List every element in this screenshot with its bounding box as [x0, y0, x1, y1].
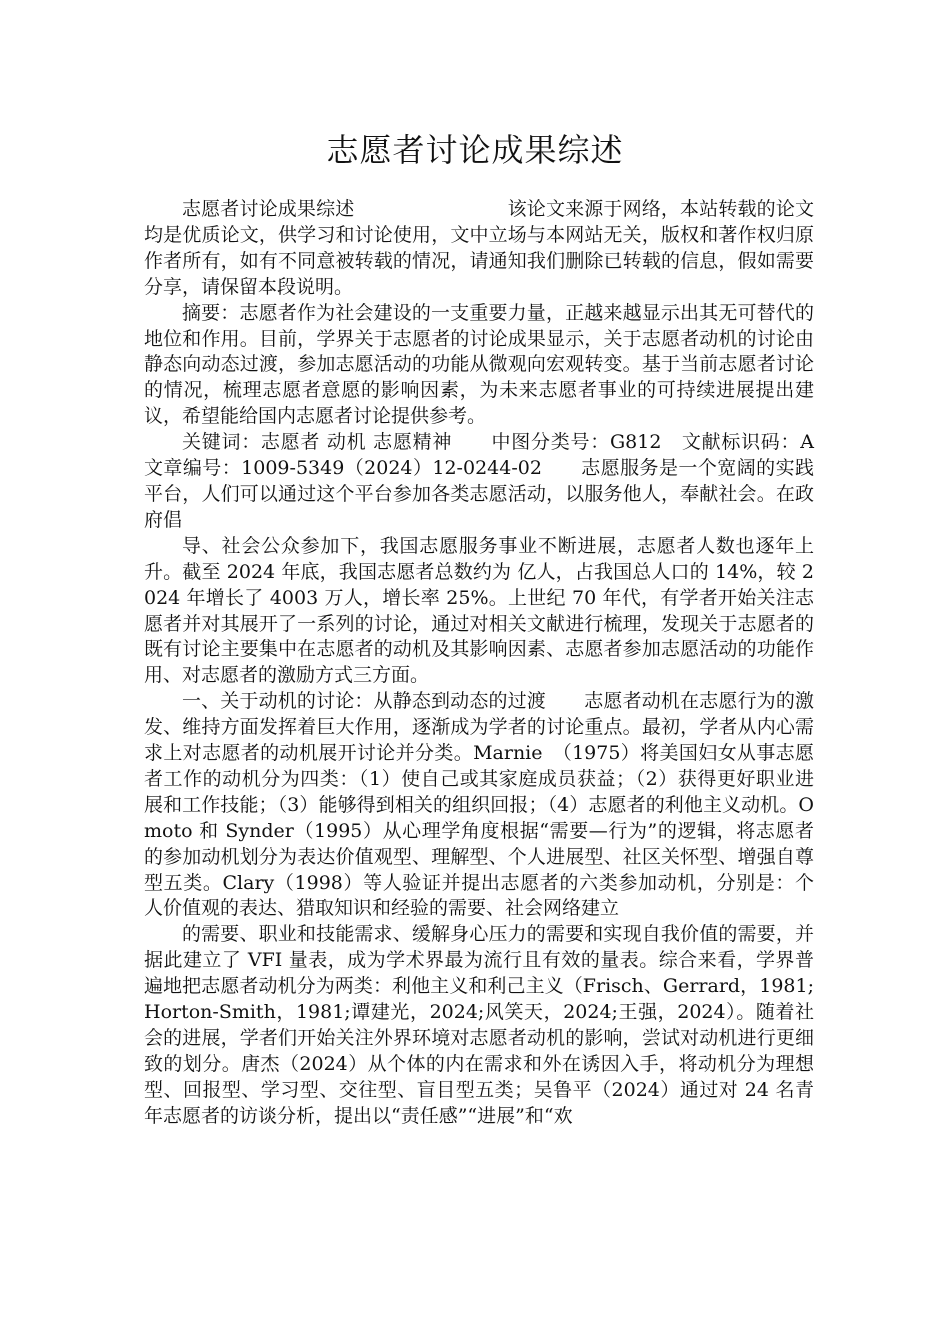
paragraph-introduction: 导、社会公众参加下，我国志愿服务事业不断进展，志愿者人数也逐年上升。截至 2024 年底，我国志愿者总数约为 亿人，占我国总人口的 14%，较 2024 年增长了 4003 万人，增长率 25%。上世纪 70 年代，有学者开始关注志愿者并对其展开了一系列的讨论，通过对相关文献进行梳理，发现关于志愿者的既有讨论主要集中在志愿者的动机及其影响因素、志愿者参加志愿活动的功能作用、对志愿者的激励方式三方面。 [144, 534, 814, 687]
paragraph-source-notice: 志愿者讨论成果综述 该论文来源于网络，本站转载的论文均是优质论文，供学习和讨论使用，文中立场与本网站无关，版权和著作权归原作者所有，如有不同意被转载的情况，请通知我们删除已转载的信息，假如需要分享，请保留本段说明。 [144, 198, 814, 298]
page-title: 志愿者讨论成果综述 [326, 131, 624, 169]
paragraph-keywords: 关键词：志愿者 动机 志愿精神 中图分类号：G812 文献标识码：A 文章编号：1009-5349（2024）12-0244-02 志愿服务是一个宽阔的实践平台，人们可以通过这个平台参加各类志愿活动，以服务他人，奉献社会。在政府倡 [144, 431, 834, 531]
paragraph-section-one-continued: 的需要、职业和技能需求、缓解身心压力的需要和实现自我价值的需要，并据此建立了 VFI 量表，成为学术界最为流行且有效的量表。综合来看，学界普遍地把志愿者动机分为两类：利他主义和利己主义（Frisch、Gerrard，1981;Horton-Smith，1981;谭建光，2024;风笑天，2024;王强，2024）。随着社会的进展，学者们开始关注外界环境对志愿者动机的影响，尝试对动机进行更细致的划分。唐杰（2024）从个体的内在需求和外在诱因入手，将动机分为理想型、回报型、学习型、交往型、盲目型五类；吴鲁平（2024）通过对 24 名青年志愿者的访谈分析，提出以“责任感”“进展”和“欢 [144, 923, 814, 1127]
paragraph-abstract: 摘要：志愿者作为社会建设的一支重要力量，正越来越显示出其无可替代的地位和作用。目前，学界关于志愿者的讨论成果显示，关于志愿者动机的讨论由静态向动态过渡，参加志愿活动的功能从微观向宏观转变。基于当前志愿者讨论的情况，梳理志愿者意愿的影响因素，为未来志愿者事业的可持续进展提出建议，希望能给国内志愿者讨论提供参考。 [144, 301, 814, 428]
document-body [144, 197, 834, 1130]
paragraph-section-one: 一、关于动机的讨论：从静态到动态的过渡 志愿者动机在志愿行为的激发、维持方面发挥着巨大作用，逐渐成为学者的讨论重点。最初，学者从内心需求上对志愿者的动机展开讨论并分类。Marnie （1975）将美国妇女从事志愿者工作的动机分为四类：（1）使自己或其家庭成员获益；（2）获得更好职业进展和工作技能；（3）能够得到相关的组织回报；（4）志愿者的利他主义动机。Omoto 和 Synder（1995）从心理学角度根据“需要—行为”的逻辑，将志愿者的参加动机划分为表达价值观型、理解型、个人进展型、社区关怀型、增强自尊型五类。Clary（1998）等人验证并提出志愿者的六类参加动机，分别是：个人价值观的表达、猎取知识和经验的需要、社会网络建立 [144, 690, 814, 920]
